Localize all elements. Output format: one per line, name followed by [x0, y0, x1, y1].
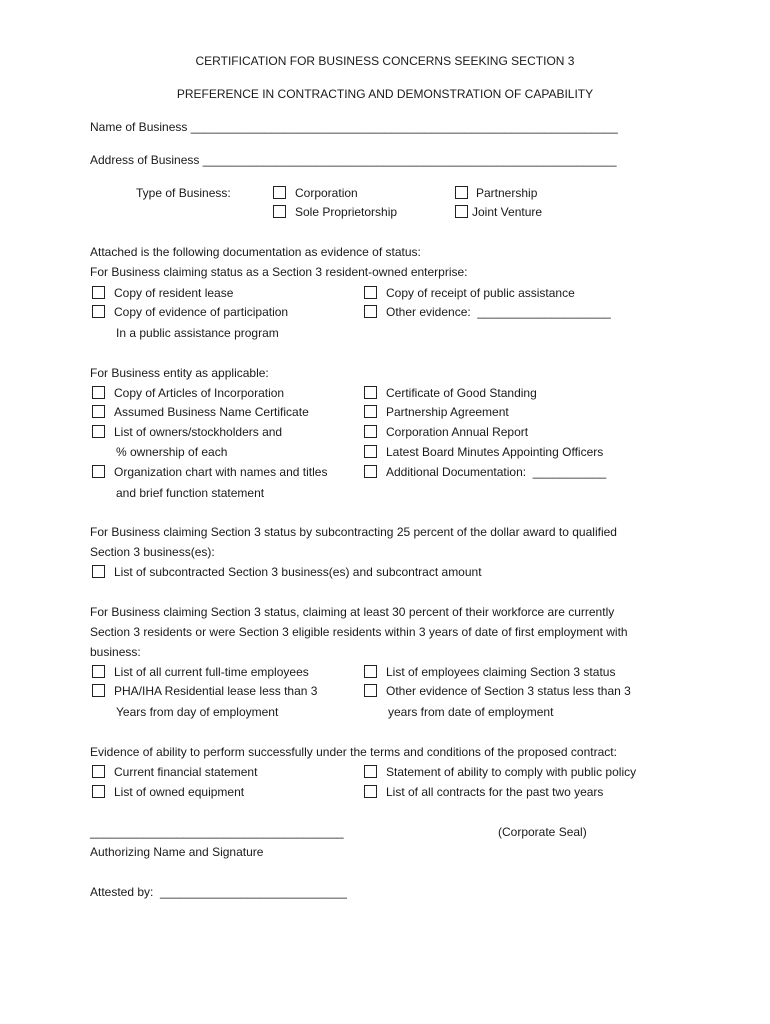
additional-docs-checkbox[interactable] [364, 465, 377, 478]
partnership-agreement-checkbox[interactable] [364, 405, 377, 418]
corporation-label: Corporation [295, 186, 358, 200]
org-chart-checkbox[interactable] [92, 465, 105, 478]
partnership-label: Partnership [476, 186, 538, 200]
articles-incorporation-checkbox[interactable] [92, 386, 105, 399]
resident-owned-heading: For Business claiming status as a Section 3 resident-owned enterprise: [90, 265, 468, 279]
full-time-list-label: List of all current full-time employees [114, 665, 309, 679]
name-of-business-field[interactable]: Name of Business ________________________________________________________________ [90, 120, 618, 134]
articles-incorporation-label: Copy of Articles of Incorporation [114, 386, 285, 400]
entity-heading: For Business entity as applicable: [90, 366, 269, 380]
workforce-text-line-2: Section 3 residents or were Section 3 eligible residents within 3 years of date of first employment with [90, 625, 628, 639]
assumed-name-label: Assumed Business Name Certificate [114, 405, 309, 419]
joint-venture-checkbox[interactable] [455, 205, 468, 218]
additional-docs-field[interactable]: Additional Documentation: ___________ [386, 465, 607, 479]
subcontracted-list-checkbox[interactable] [92, 565, 105, 578]
ability-heading: Evidence of ability to perform successfully under the terms and conditions of the proposed contract: [90, 745, 617, 759]
address-of-business-field[interactable]: Address of Business ______________________________________________________________ [90, 153, 617, 167]
authorizing-signature-label: Authorizing Name and Signature [90, 845, 264, 859]
subcontracting-text-line-2: Section 3 business(es): [90, 545, 215, 559]
public-assistance-receipt-label: Copy of receipt of public assistance [386, 286, 575, 300]
other-section3-evidence-label: Other evidence of Section 3 status less than 3 [386, 684, 631, 698]
pha-lease-label: PHA/IHA Residential lease less than 3 [114, 684, 318, 698]
owners-list-label-cont: % ownership of each [116, 445, 228, 459]
other-section3-evidence-label-cont: years from date of employment [388, 705, 554, 719]
sole-proprietorship-checkbox[interactable] [273, 205, 286, 218]
public-policy-checkbox[interactable] [364, 765, 377, 778]
other-evidence-checkbox[interactable] [364, 305, 377, 318]
owners-list-checkbox[interactable] [92, 425, 105, 438]
resident-lease-label: Copy of resident lease [114, 286, 234, 300]
public-assistance-receipt-checkbox[interactable] [364, 286, 377, 299]
owned-equipment-label: List of owned equipment [114, 785, 245, 799]
owned-equipment-checkbox[interactable] [92, 785, 105, 798]
contracts-list-label: List of all contracts for the past two years [386, 785, 604, 799]
board-minutes-label: Latest Board Minutes Appointing Officers [386, 445, 604, 459]
annual-report-label: Corporation Annual Report [386, 425, 529, 439]
corporation-checkbox[interactable] [273, 186, 286, 199]
form-title-line-2: PREFERENCE IN CONTRACTING AND DEMONSTRATION OF CAPABILITY [176, 87, 594, 101]
owners-list-label: List of owners/stockholders and [114, 425, 283, 439]
type-of-business-label: Type of Business: [136, 186, 231, 200]
pha-lease-checkbox[interactable] [92, 684, 105, 697]
evidence-participation-label-cont: In a public assistance program [116, 326, 279, 340]
public-policy-label: Statement of ability to comply with public policy [386, 765, 637, 779]
signature-line[interactable]: ______________________________________ [90, 825, 344, 839]
workforce-text-line-3: business: [90, 645, 141, 659]
partnership-agreement-label: Partnership Agreement [386, 405, 509, 419]
financial-statement-checkbox[interactable] [92, 765, 105, 778]
annual-report-checkbox[interactable] [364, 425, 377, 438]
org-chart-label: Organization chart with names and titles [114, 465, 328, 479]
other-section3-evidence-checkbox[interactable] [364, 684, 377, 697]
org-chart-label-cont: and brief function statement [116, 486, 265, 500]
employees-claiming-label: List of employees claiming Section 3 status [386, 665, 616, 679]
attested-by-field[interactable]: Attested by: ____________________________ [90, 885, 347, 899]
full-time-list-checkbox[interactable] [92, 665, 105, 678]
documentation-intro: Attached is the following documentation as evidence of status: [90, 245, 421, 259]
employees-claiming-checkbox[interactable] [364, 665, 377, 678]
good-standing-checkbox[interactable] [364, 386, 377, 399]
evidence-participation-label: Copy of evidence of participation [114, 305, 289, 319]
resident-lease-checkbox[interactable] [92, 286, 105, 299]
form-title-line-1: CERTIFICATION FOR BUSINESS CONCERNS SEEKING SECTION 3 [195, 54, 575, 68]
financial-statement-label: Current financial statement [114, 765, 258, 779]
assumed-name-checkbox[interactable] [92, 405, 105, 418]
evidence-participation-checkbox[interactable] [92, 305, 105, 318]
good-standing-label: Certificate of Good Standing [386, 386, 537, 400]
subcontracting-text-line-1: For Business claiming Section 3 status by subcontracting 25 percent of the dollar award to qualified [90, 525, 617, 539]
subcontracted-list-label: List of subcontracted Section 3 business(es) and subcontract amount [114, 565, 482, 579]
joint-venture-label: Joint Venture [472, 205, 543, 219]
contracts-list-checkbox[interactable] [364, 785, 377, 798]
board-minutes-checkbox[interactable] [364, 445, 377, 458]
partnership-checkbox[interactable] [455, 186, 468, 199]
sole-proprietorship-label: Sole Proprietorship [295, 205, 398, 219]
other-evidence-field[interactable]: Other evidence: ____________________ [386, 305, 611, 319]
corporate-seal-label: (Corporate Seal) [498, 825, 587, 839]
pha-lease-label-cont: Years from day of employment [116, 705, 279, 719]
workforce-text-line-1: For Business claiming Section 3 status, claiming at least 30 percent of their workforce are currently [90, 605, 615, 619]
